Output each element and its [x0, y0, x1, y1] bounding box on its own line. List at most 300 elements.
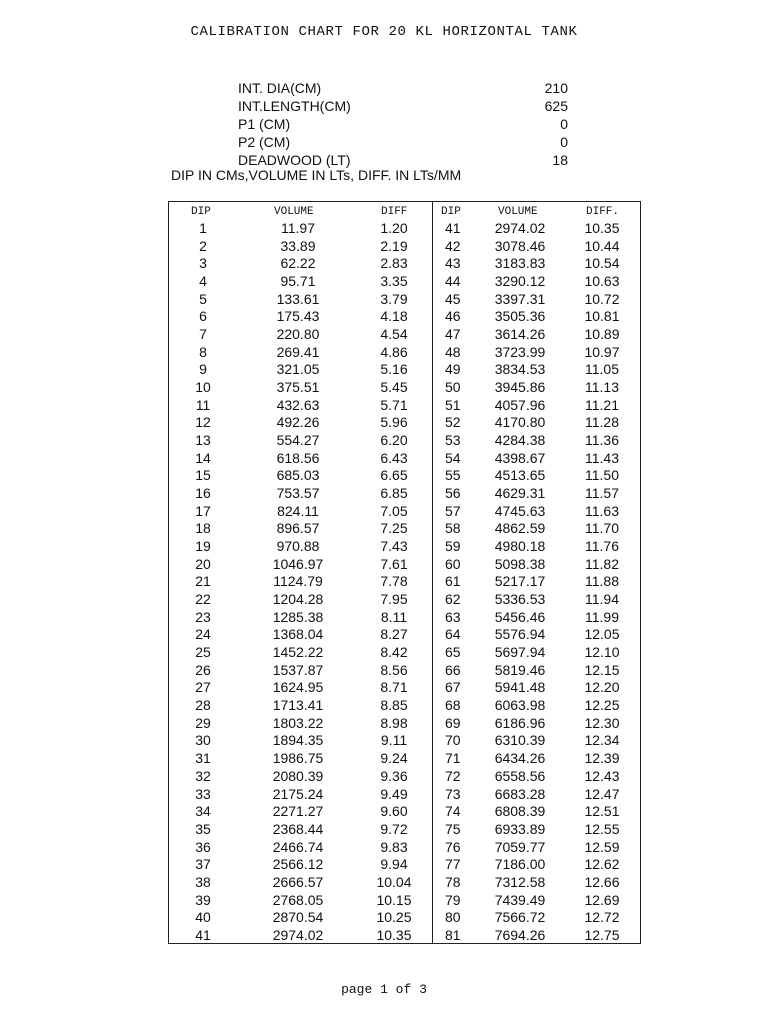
dip-cell: 18	[195, 520, 211, 537]
volume-cell: 2566.12	[272, 856, 324, 873]
table-row	[169, 255, 641, 273]
table-row	[169, 856, 641, 874]
dip-cell: 32	[195, 767, 211, 784]
dip-cell: 7	[199, 326, 207, 343]
page-number: page 1 of 3	[341, 982, 427, 997]
volume-cell: 3614.26	[494, 326, 546, 343]
volume-cell: 33.89	[280, 237, 316, 254]
dip-cell: 65	[445, 644, 461, 661]
dip-cell: 16	[195, 485, 211, 502]
dip-cell: 5	[199, 290, 207, 307]
volume-cell: 220.80	[276, 326, 320, 343]
dip-cell: 2	[199, 237, 207, 254]
dip-cell: 73	[445, 785, 461, 802]
volume-cell: 1986.75	[272, 750, 324, 767]
volume-cell: 2974.02	[494, 220, 546, 236]
diff-cell: 3.35	[380, 273, 408, 290]
param-label: P2 (CM)	[238, 134, 291, 150]
diff-cell: 12.05	[584, 626, 620, 643]
diff-cell: 5.71	[380, 396, 408, 413]
diff-cell: 12.51	[584, 803, 620, 820]
dip-cell: 22	[195, 591, 211, 608]
diff-cell: 5.16	[380, 361, 408, 378]
diff-cell: 7.43	[380, 538, 408, 555]
diff-cell: 6.85	[380, 485, 408, 502]
dip-cell: 30	[195, 732, 211, 749]
volume-cell: 5098.38	[494, 555, 546, 572]
table-row	[169, 839, 641, 857]
volume-cell: 1624.95	[272, 679, 324, 696]
volume-cell: 4284.38	[494, 432, 546, 449]
volume-cell: 432.63	[276, 396, 320, 413]
volume-cell: 2368.44	[272, 820, 324, 837]
diff-cell: 10.89	[584, 326, 620, 343]
volume-cell: 3183.83	[494, 255, 546, 272]
dip-cell: 69	[445, 714, 461, 731]
volume-cell: 3397.31	[494, 290, 546, 307]
dip-cell: 66	[445, 661, 461, 678]
table-row	[169, 750, 641, 768]
diff-cell: 12.59	[584, 838, 620, 855]
dip-cell: 48	[445, 343, 461, 360]
volume-cell: 6808.39	[494, 803, 546, 820]
diff-cell: 11.99	[585, 608, 619, 625]
volume-cell: 7694.26	[494, 926, 546, 943]
dip-cell: 68	[445, 697, 461, 714]
diff-cell: 12.47	[584, 785, 620, 802]
volume-cell: 7312.58	[494, 873, 546, 890]
table-row	[169, 308, 641, 326]
table-row	[169, 821, 641, 839]
dip-cell: 27	[195, 679, 211, 696]
diff-cell: 12.66	[584, 873, 620, 890]
diff-cell: 11.94	[585, 591, 619, 608]
volume-cell: 7566.72	[494, 909, 546, 926]
dip-cell: 14	[195, 449, 211, 466]
diff-cell: 6.20	[380, 432, 408, 449]
dip-cell: 25	[195, 644, 211, 661]
table-row	[169, 220, 641, 238]
volume-cell: 2974.02	[272, 926, 324, 943]
volume-cell: 6683.28	[494, 785, 546, 802]
dip-cell: 60	[445, 555, 461, 572]
volume-cell: 554.27	[276, 432, 320, 449]
volume-cell: 970.88	[276, 538, 320, 555]
volume-cell: 269.41	[276, 343, 320, 360]
param-value: 0	[560, 116, 568, 132]
volume-cell: 1713.41	[272, 697, 324, 714]
volume-cell: 492.26	[276, 414, 320, 431]
table-row	[169, 591, 641, 609]
dip-cell: 40	[195, 909, 211, 926]
dip-cell: 55	[445, 467, 461, 484]
volume-cell: 2271.27	[272, 803, 324, 820]
dip-cell: 63	[445, 608, 461, 625]
param-label: P1 (CM)	[238, 116, 291, 132]
param-value: 0	[560, 134, 568, 150]
diff-cell: 10.15	[376, 891, 412, 908]
table-row	[169, 803, 641, 821]
param-row	[238, 79, 568, 97]
param-label: INT.LENGTH(CM)	[238, 98, 351, 114]
table-row	[169, 609, 641, 627]
diff-cell: 7.61	[380, 555, 408, 572]
diff-cell: 4.86	[380, 343, 408, 360]
volume-cell: 3945.86	[494, 379, 546, 396]
dip-cell: 80	[445, 909, 461, 926]
table-row	[169, 626, 641, 644]
dip-cell: 9	[199, 361, 207, 378]
dip-cell: 11	[195, 396, 211, 413]
diff-cell: 4.18	[380, 308, 408, 325]
diff-cell: 12.55	[584, 820, 620, 837]
dip-cell: 8	[199, 343, 207, 360]
volume-cell: 1537.87	[272, 661, 324, 678]
diff-cell: 9.49	[380, 785, 408, 802]
dip-cell: 17	[195, 502, 211, 519]
volume-cell: 1046.97	[272, 555, 324, 572]
volume-cell: 3834.53	[494, 361, 546, 378]
table-row	[169, 874, 641, 892]
volume-cell: 3290.12	[494, 273, 546, 290]
table-row	[169, 326, 641, 344]
dip-cell: 57	[445, 502, 461, 519]
volume-cell: 6310.39	[494, 732, 546, 749]
table-row	[169, 768, 641, 786]
diff-cell: 5.96	[380, 414, 408, 431]
diff-cell: 11.70	[585, 520, 619, 537]
param-value: 210	[544, 80, 568, 96]
header-volume-right: VOLUME	[498, 206, 538, 218]
volume-cell: 896.57	[276, 520, 320, 537]
dip-cell: 26	[195, 661, 211, 678]
table-row	[169, 291, 641, 309]
diff-cell: 7.25	[380, 520, 408, 537]
volume-cell: 1894.35	[272, 732, 324, 749]
diff-cell: 12.39	[584, 750, 620, 767]
diff-cell: 11.36	[585, 432, 619, 449]
diff-cell: 11.28	[585, 414, 619, 431]
table-row	[169, 556, 641, 574]
table-row	[169, 432, 641, 450]
dip-cell: 81	[445, 926, 461, 943]
diff-cell: 7.95	[380, 591, 408, 608]
volume-cell: 6558.56	[494, 767, 546, 784]
diff-cell: 3.79	[380, 290, 408, 307]
dip-cell: 49	[445, 361, 461, 378]
diff-cell: 12.43	[584, 767, 620, 784]
dip-cell: 19	[195, 538, 211, 555]
volume-cell: 6434.26	[494, 750, 546, 767]
table-row	[169, 520, 641, 538]
diff-cell: 6.65	[380, 467, 408, 484]
param-row	[238, 115, 568, 133]
diff-cell: 10.81	[584, 308, 620, 325]
dip-cell: 50	[445, 379, 461, 396]
volume-cell: 4980.18	[494, 538, 546, 555]
volume-cell: 1204.28	[272, 591, 324, 608]
dip-cell: 44	[445, 273, 461, 290]
volume-cell: 3723.99	[494, 343, 546, 360]
table-row	[169, 379, 641, 397]
table-row	[169, 273, 641, 291]
diff-cell: 10.35	[584, 220, 620, 236]
diff-cell: 10.72	[584, 290, 620, 307]
diff-cell: 10.63	[584, 273, 620, 290]
volume-cell: 1368.04	[272, 626, 324, 643]
header-diff-right: DIFF.	[586, 206, 620, 218]
volume-cell: 62.22	[280, 255, 316, 272]
dip-cell: 62	[445, 591, 461, 608]
diff-cell: 2.83	[380, 255, 408, 272]
dip-cell: 78	[445, 873, 461, 890]
dip-cell: 64	[445, 626, 461, 643]
diff-cell: 11.13	[585, 379, 619, 396]
dip-cell: 74	[445, 803, 461, 820]
diff-cell: 10.04	[376, 873, 412, 890]
dip-cell: 77	[445, 856, 461, 873]
dip-cell: 36	[195, 838, 211, 855]
diff-cell: 9.60	[380, 803, 408, 820]
volume-cell: 4057.96	[494, 396, 546, 413]
diff-cell: 12.75	[584, 926, 620, 943]
volume-cell: 2175.24	[272, 785, 324, 802]
table-row	[169, 662, 641, 680]
volume-cell: 6933.89	[494, 820, 546, 837]
diff-cell: 5.45	[380, 379, 408, 396]
dip-cell: 31	[195, 750, 211, 767]
diff-cell: 4.54	[380, 326, 408, 343]
volume-cell: 2768.05	[272, 891, 324, 908]
diff-cell: 8.56	[380, 661, 408, 678]
volume-cell: 7439.49	[494, 891, 546, 908]
diff-cell: 9.24	[380, 750, 408, 767]
volume-cell: 824.11	[277, 502, 319, 519]
volume-cell: 11.97	[281, 220, 315, 236]
dip-cell: 6	[199, 308, 207, 325]
diff-cell: 9.11	[380, 732, 408, 749]
diff-cell: 12.20	[584, 679, 620, 696]
dip-cell: 24	[195, 626, 211, 643]
diff-cell: 11.82	[585, 555, 619, 572]
dip-cell: 75	[445, 820, 461, 837]
volume-cell: 5217.17	[494, 573, 546, 590]
dip-cell: 12	[195, 414, 211, 431]
dip-cell: 46	[445, 308, 461, 325]
volume-cell: 5697.94	[494, 644, 546, 661]
dip-cell: 59	[445, 538, 461, 555]
table-row	[169, 697, 641, 715]
param-label: DEADWOOD (LT)	[238, 152, 351, 168]
volume-cell: 175.43	[276, 308, 320, 325]
volume-cell: 2870.54	[272, 909, 324, 926]
diff-cell: 7.78	[380, 573, 408, 590]
table-row	[169, 414, 641, 432]
diff-cell: 11.88	[585, 573, 619, 590]
dip-cell: 28	[195, 697, 211, 714]
volume-cell: 95.71	[280, 273, 316, 290]
volume-cell: 2466.74	[272, 838, 324, 855]
diff-cell: 10.54	[584, 255, 620, 272]
volume-cell: 133.61	[276, 290, 320, 307]
diff-cell: 9.94	[380, 856, 408, 873]
diff-cell: 8.85	[380, 697, 408, 714]
diff-cell: 12.30	[584, 714, 620, 731]
dip-cell: 33	[195, 785, 211, 802]
volume-cell: 2080.39	[272, 767, 324, 784]
diff-cell: 9.36	[380, 767, 408, 784]
volume-cell: 4398.67	[494, 449, 546, 466]
param-row	[238, 133, 568, 151]
dip-cell: 71	[445, 750, 461, 767]
param-label: INT. DIA(CM)	[238, 80, 322, 96]
diff-cell: 1.20	[380, 220, 408, 236]
diff-cell: 8.11	[380, 608, 408, 625]
header-dip: DIP	[191, 206, 211, 218]
diff-cell: 12.62	[584, 856, 620, 873]
volume-cell: 1285.38	[272, 608, 324, 625]
dip-cell: 29	[195, 714, 211, 731]
table-row	[169, 732, 641, 750]
param-value: 625	[544, 98, 568, 114]
volume-cell: 4513.65	[494, 467, 546, 484]
diff-cell: 6.43	[380, 449, 408, 466]
dip-cell: 15	[195, 467, 211, 484]
tank-parameters	[238, 79, 568, 169]
dip-cell: 21	[195, 573, 211, 590]
table-row	[169, 467, 641, 485]
diff-cell: 10.35	[376, 926, 412, 943]
diff-cell: 12.10	[584, 644, 620, 661]
units-note: DIP IN CMs,VOLUME IN LTs, DIFF. IN LTs/MM	[171, 167, 462, 183]
volume-cell: 7186.00	[494, 856, 546, 873]
table-row	[169, 485, 641, 503]
volume-cell: 3505.36	[494, 308, 546, 325]
dip-cell: 72	[445, 767, 461, 784]
dip-cell: 61	[445, 573, 461, 590]
diff-cell: 2.19	[380, 237, 408, 254]
dip-cell: 70	[445, 732, 461, 749]
diff-cell: 10.25	[376, 909, 412, 926]
diff-cell: 9.83	[380, 838, 408, 855]
volume-cell: 5456.46	[494, 608, 546, 625]
diff-cell: 10.97	[584, 343, 620, 360]
dip-cell: 76	[445, 838, 461, 855]
volume-cell: 4170.80	[494, 414, 546, 431]
dip-cell: 34	[195, 803, 211, 820]
dip-cell: 43	[445, 255, 461, 272]
diff-cell: 8.42	[380, 644, 408, 661]
dip-cell: 20	[195, 555, 211, 572]
dip-cell: 47	[445, 326, 461, 343]
diff-cell: 12.25	[584, 697, 620, 714]
dip-cell: 41	[195, 926, 211, 943]
header-diff: DIFF	[381, 206, 408, 218]
dip-cell: 58	[445, 520, 461, 537]
volume-cell: 321.05	[276, 361, 320, 378]
diff-cell: 11.05	[585, 361, 619, 378]
table-row	[169, 573, 641, 591]
volume-cell: 3078.46	[494, 237, 546, 254]
diff-cell: 7.05	[380, 502, 408, 519]
dip-cell: 45	[445, 290, 461, 307]
volume-cell: 1452.22	[272, 644, 324, 661]
dip-cell: 10	[195, 379, 211, 396]
table-row	[169, 715, 641, 733]
diff-cell: 12.15	[584, 661, 620, 678]
volume-cell: 4629.31	[494, 485, 546, 502]
dip-cell: 42	[445, 237, 461, 254]
volume-cell: 6186.96	[494, 714, 546, 731]
diff-cell: 11.63	[585, 502, 619, 519]
table-row	[169, 238, 641, 256]
dip-cell: 3	[199, 255, 207, 272]
table-body	[169, 220, 641, 944]
diff-cell: 11.50	[585, 467, 619, 484]
dip-cell: 53	[445, 432, 461, 449]
volume-cell: 375.51	[276, 379, 320, 396]
table-row	[169, 344, 641, 362]
dip-cell: 4	[199, 273, 207, 290]
diff-cell: 11.21	[585, 396, 619, 413]
volume-cell: 618.56	[276, 449, 320, 466]
volume-cell: 1803.22	[272, 714, 324, 731]
dip-cell: 13	[195, 432, 211, 449]
dip-cell: 79	[445, 891, 461, 908]
table-row	[169, 397, 641, 415]
diff-cell: 8.71	[380, 679, 408, 696]
header-volume: VOLUME	[274, 206, 314, 218]
table-row	[169, 538, 641, 556]
dip-cell: 41	[445, 220, 461, 236]
dip-cell: 1	[199, 220, 207, 236]
volume-cell: 685.03	[276, 467, 320, 484]
dip-cell: 67	[445, 679, 461, 696]
dip-cell: 38	[195, 873, 211, 890]
table-row	[169, 679, 641, 697]
volume-cell: 7059.77	[494, 838, 546, 855]
diff-cell: 10.44	[584, 237, 620, 254]
diff-cell: 8.98	[380, 714, 408, 731]
volume-cell: 5819.46	[494, 661, 546, 678]
volume-cell: 6063.98	[494, 697, 546, 714]
volume-cell: 4862.59	[494, 520, 546, 537]
table-row	[169, 909, 641, 927]
calibration-table	[168, 201, 641, 944]
diff-cell: 9.72	[380, 820, 408, 837]
param-value: 18	[552, 152, 568, 168]
volume-cell: 1124.79	[273, 573, 323, 590]
diff-cell: 11.43	[585, 449, 619, 466]
diff-cell: 8.27	[380, 626, 408, 643]
volume-cell: 753.57	[276, 485, 320, 502]
table-row	[169, 786, 641, 804]
diff-cell: 11.76	[585, 538, 619, 555]
dip-cell: 23	[195, 608, 211, 625]
diff-cell: 11.57	[585, 485, 619, 502]
header-dip-right: DIP	[441, 206, 461, 218]
volume-cell: 2666.57	[272, 873, 324, 890]
dip-cell: 39	[195, 891, 211, 908]
table-row	[169, 644, 641, 662]
table-row	[169, 892, 641, 910]
param-row	[238, 97, 568, 115]
table-row	[169, 927, 641, 944]
volume-cell: 5576.94	[494, 626, 546, 643]
volume-cell: 5941.48	[494, 679, 546, 696]
table-row	[169, 450, 641, 468]
volume-cell: 4745.63	[494, 502, 546, 519]
